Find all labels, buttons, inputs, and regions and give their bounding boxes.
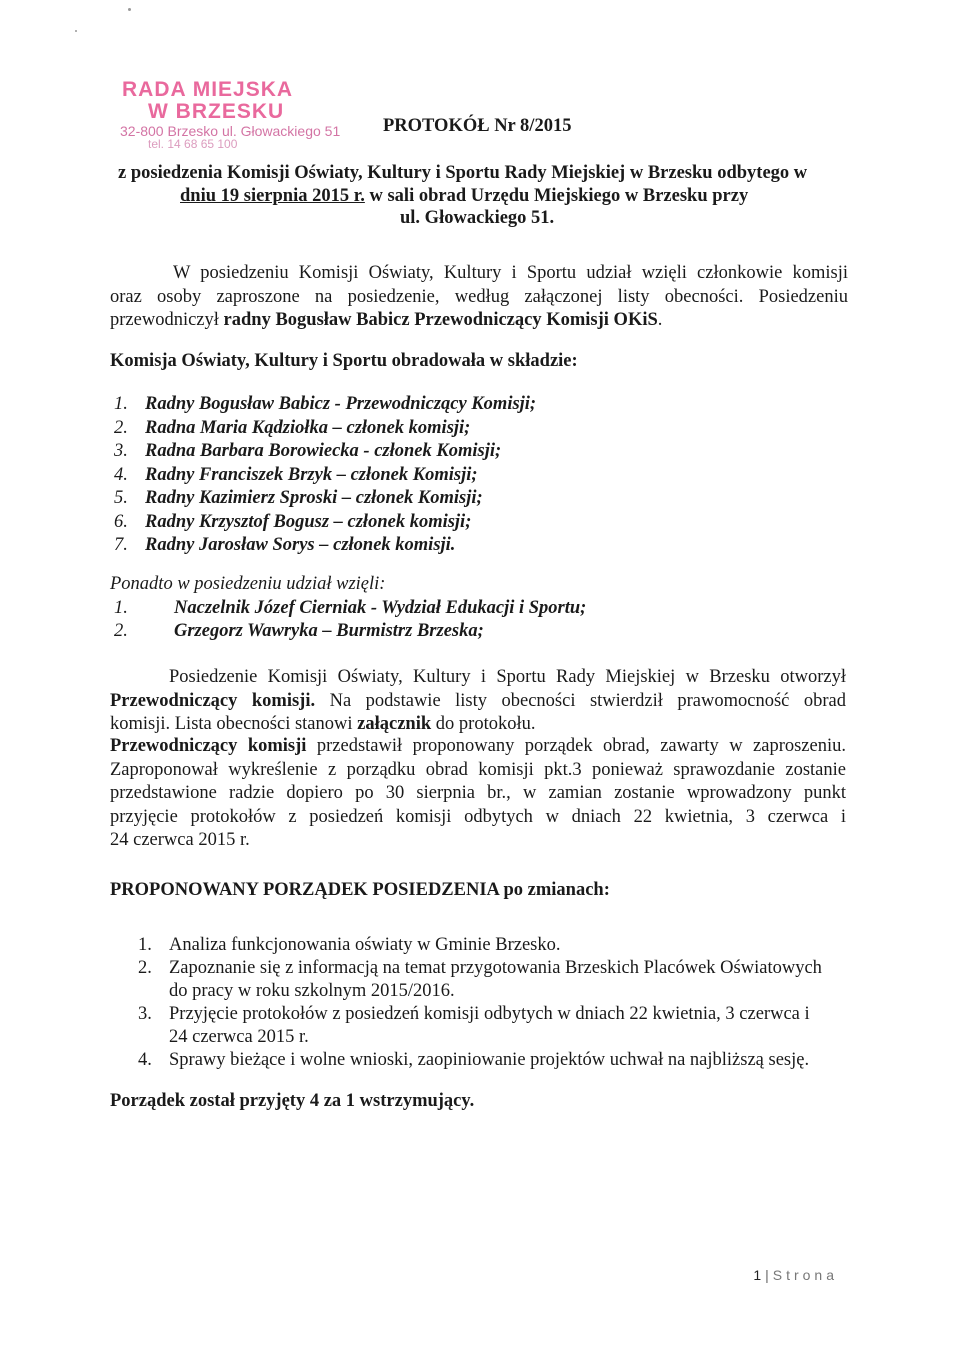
attachment-word: załącznik (357, 714, 432, 734)
agenda-item (138, 957, 850, 1003)
member-name: Radna Barbara Borowiecka - członek Komisji; (145, 441, 502, 461)
stamp-line-1: RADA MIEJSKA (122, 78, 294, 101)
list-item-number: 4. (114, 464, 128, 485)
agenda-item-text (169, 1049, 809, 1072)
footer-separator: | (765, 1267, 769, 1283)
intro-chair-suffix: . (657, 310, 663, 330)
agenda-item-number: 3. (138, 1004, 152, 1024)
scan-speck (128, 8, 131, 11)
agenda-item-line: Zapoznanie się z informacją na temat przygotowania Brzeskich Placówek Oświatowych (169, 958, 822, 978)
opening-paragraph (110, 666, 846, 737)
member-name: Radny Krzysztof Bogusz – członek komisji; (145, 511, 472, 532)
agenda-item-number: 1. (138, 935, 152, 955)
list-item (114, 535, 536, 559)
agenda-item-line: Sprawy bieżące i wolne wnioski, zaopiniowanie projektów uchwał na najbliższą sesję. (169, 1050, 810, 1070)
agenda-item-line: Analiza funkcjonowania oświaty w Gminie Brzesko. (169, 935, 561, 955)
opening-chair: Przewodniczący komisji. (110, 690, 316, 711)
proposal-chair: Przewodniczący komisji (110, 736, 307, 756)
list-item (114, 512, 536, 536)
guests-list (114, 598, 586, 644)
agenda-item (138, 1049, 850, 1072)
opening-line-2 (110, 690, 846, 714)
agenda-heading: PROPONOWANY PORZĄDEK POSIEDZENIA po zmianach: (110, 880, 610, 900)
list-item-number: 1. (114, 598, 128, 618)
agenda-item-number: 2. (138, 958, 152, 978)
member-name: Radny Kazimierz Sproski – członek Komisji; (145, 488, 483, 508)
guests-heading: Ponadto w posiedzeniu udział wzięli: (110, 574, 386, 594)
list-item (114, 394, 536, 418)
proposal-line-1 (110, 735, 846, 759)
agenda-item-text (169, 957, 822, 1003)
agenda-item (138, 1003, 850, 1049)
member-name: Radny Jarosław Sorys – członek komisji. (145, 535, 456, 555)
intro-line-1: W posiedzeniu Komisji Oświaty, Kultury i Sportu udział wzięli członkowie komisji (173, 263, 848, 283)
proposal-line-5: 24 czerwca 2015 r. (110, 830, 250, 850)
list-item (114, 418, 536, 442)
list-item-number: 7. (114, 535, 128, 555)
stamp-address: 32-800 Brzesko ul. Głowackiego 51 (120, 123, 341, 139)
intro-chair-name: radny Bogusław Babicz Przewodniczący Komisji OKiS (223, 310, 658, 330)
list-item-number: 1. (114, 394, 128, 414)
list-item-number: 6. (114, 511, 128, 532)
proposal-line-4: przyjęcie protokołów z posiedzeń komisji odbytych w dniach 22 kwietnia, 3 czerwca i (110, 806, 846, 827)
subtitle-location: w sali obrad Urzędu Miejskiego w Brzesku przy (364, 186, 749, 206)
proposal-line-2: Zaproponował wykreślenie z porządku obrad komisji pkt.3 ponieważ sprawozdanie zostanie (110, 759, 846, 780)
document-title: PROTOKÓŁ Nr 8/2015 (383, 116, 572, 136)
agenda-item-line: Przyjęcie protokołów z posiedzeń komisji odbytych w dniach 22 kwietnia, 3 czerwca i (169, 1004, 810, 1024)
opening-line-1: Posiedzenie Komisji Oświaty, Kultury i Sportu Rady Miejskiej w Brzesku otworzył (169, 667, 846, 687)
member-name: Radny Bogusław Babicz - Przewodniczący Komisji; (145, 394, 537, 414)
members-heading: Komisja Oświaty, Kultury i Sportu obradowała w składzie: (110, 351, 578, 371)
page-footer (753, 1267, 838, 1283)
guest-name: Naczelnik Józef Cierniak - Wydział Edukacji i Sportu; (174, 598, 587, 618)
attachment-suffix: do protokołu. (431, 714, 536, 734)
meeting-date: dniu 19 sierpnia 2015 r. (180, 186, 365, 206)
subtitle-line-1: z posiedzenia Komisji Oświaty, Kultury i Sportu Rady Miejskiej w Brzesku odbytego w (118, 163, 808, 183)
intro-paragraph (110, 262, 848, 333)
guest-name: Grzegorz Wawryka – Burmistrz Brzeska; (174, 621, 484, 641)
agenda-item-text (169, 1003, 810, 1049)
page-number: 1 (753, 1267, 762, 1283)
proposal-text: przedstawił proponowany porządek obrad, zawarty w zaproszeniu. (306, 736, 846, 756)
list-item-number: 3. (114, 441, 128, 461)
intro-chair-prefix: przewodniczył (110, 310, 224, 330)
footer-page-word: Strona (772, 1267, 838, 1283)
agenda-vote-result: Porządek został przyjęty 4 za 1 wstrzymujący. (110, 1091, 475, 1111)
list-item-number: 2. (114, 621, 128, 641)
scan-speck (75, 30, 77, 32)
agenda-item-number: 4. (138, 1050, 152, 1070)
agenda-item-line: 24 czerwca 2015 r. (169, 1027, 309, 1047)
stamp-phone: tel. 14 68 65 100 (148, 137, 238, 151)
list-item (114, 465, 536, 489)
member-name: Radna Maria Kądziołka – członek komisji; (145, 417, 471, 438)
agenda-item-line: do pracy w roku szkolnym 2015/2016. (169, 981, 455, 1001)
list-item (114, 488, 536, 512)
intro-line-3 (110, 309, 848, 333)
proposal-line-3: przedstawione radzie dopiero po 30 sierpnia br., w zamian zostanie wprowadzony punkt (110, 783, 846, 803)
agenda-item (138, 934, 850, 957)
stamp-line-2: W BRZESKU (148, 100, 285, 123)
attachment-prefix: komisji. Lista obecności stanowi (110, 714, 358, 734)
opening-quorum: Na podstawie listy obecności stwierdził prawomocność obrad (315, 690, 846, 711)
agenda-list (138, 934, 850, 1072)
list-item-number: 2. (114, 417, 128, 438)
list-item-number: 5. (114, 488, 128, 508)
members-list (114, 394, 536, 559)
opening-line-3 (110, 713, 846, 737)
list-item (114, 441, 536, 465)
agenda-proposal-paragraph (110, 735, 846, 853)
intro-line-2: oraz osoby zaproszone na posiedzenie, według załączonej listy obecności. Posiedzeniu (110, 286, 848, 307)
member-name: Radny Franciszek Brzyk – członek Komisji; (145, 464, 478, 485)
subtitle-line-2 (180, 186, 748, 207)
list-item (114, 621, 586, 644)
subtitle-line-3: ul. Głowackiego 51. (400, 208, 555, 228)
agenda-item-text (169, 934, 560, 957)
list-item (114, 598, 586, 621)
